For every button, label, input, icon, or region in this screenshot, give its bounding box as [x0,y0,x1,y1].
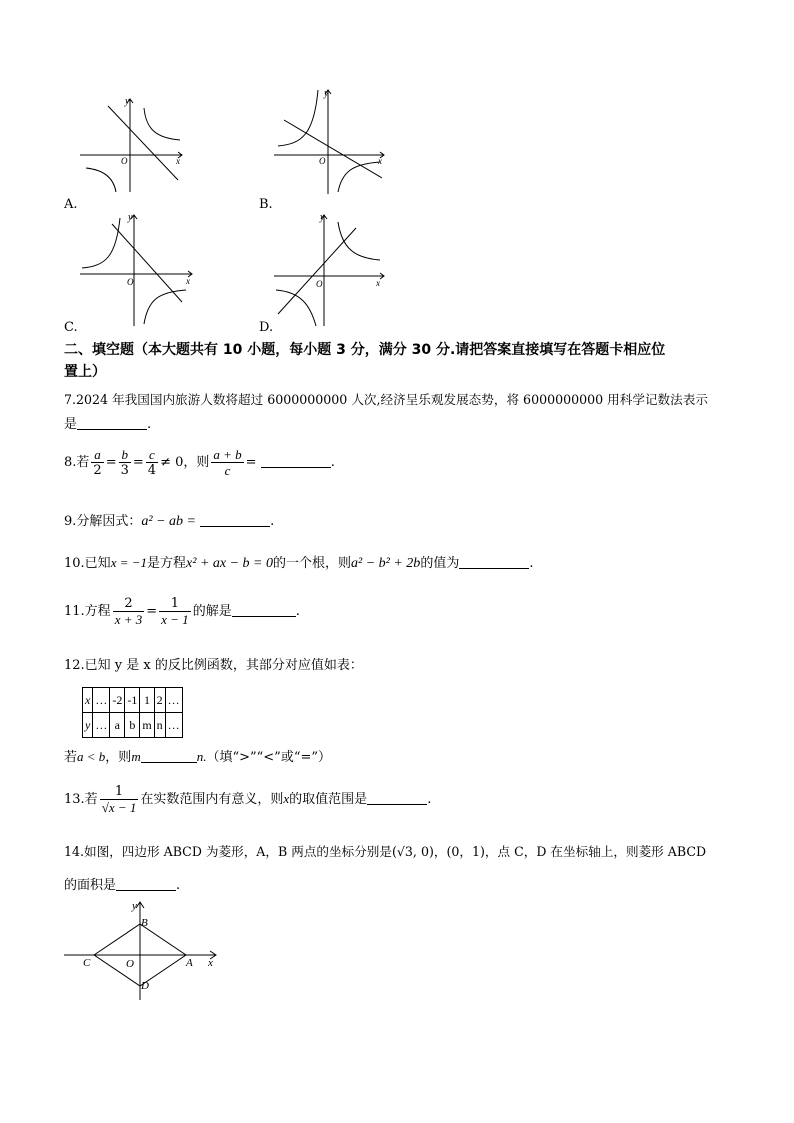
hyperbola-branch-q2 [82,218,120,268]
q7-prefix: 是 [64,417,78,432]
q12-prefix: 若 [64,750,78,765]
q12-answer-blank[interactable] [141,748,197,763]
graph-option-a [78,94,188,194]
table-cell: n [154,713,165,738]
origin-label: O [127,277,134,287]
q10-prefix: 10.已知 [64,556,111,571]
hyperbola-branch-q1 [338,222,380,260]
section-heading-line2: 置上） [64,364,106,380]
q11-frac-right: $\frac{1}{x - 1}$ [161,596,189,627]
q12-line2 [64,748,331,767]
table-cell: -2 [110,688,125,713]
q8-eq1: = [105,455,117,470]
q12-tail: （填“>”“<”或“=”） [206,750,332,765]
q8-mid: ，则 [183,455,210,470]
line-graph [108,106,178,180]
q9-expression: a² − ab = [141,514,196,529]
q12-var-n: n. [196,749,207,764]
q7-answer-blank[interactable] [77,415,147,430]
q12-value-table [82,687,183,738]
origin-label: O [121,156,128,166]
table-cell: … [93,713,110,738]
question-13 [64,784,431,815]
x-axis-label: x [378,156,382,166]
graph-option-d [272,210,388,328]
option-d-label[interactable]: D. [259,320,274,335]
q12-mid: ，则 [105,750,132,765]
q11-answer-blank[interactable] [232,602,296,617]
q11-prefix: 11.方程 [64,604,111,619]
q8-prefix: 8.若 [64,455,90,470]
q8-frac-b3: $\frac{b}{3}$ [120,447,129,478]
question-8 [64,447,335,478]
fig-x-label: x [208,957,213,969]
q10-mid2: 的一个根，则 [273,556,352,571]
q8-frac-a2: $\frac{a}{2}$ [93,447,102,478]
fig-point-a: A [186,957,193,969]
q7-line1: 7.2024 年我国国内旅游人数将超过 6000000000 人次,经济呈乐观发展态势，将 6000000000 用科学记数法表示 [64,392,708,407]
hyperbola-branch-q1 [144,108,180,140]
table-cell: x [83,688,93,713]
q10-tail: 的值为 [420,556,460,571]
q13-var-x: x [283,791,290,806]
y-axis-label: y [125,96,130,107]
line-graph [284,120,382,178]
table-cell: … [165,713,182,738]
hyperbola-branch-q4 [338,162,380,192]
option-b-label[interactable]: B. [259,197,273,212]
q13-prefix: 13.若 [64,792,98,807]
q10-answer-blank[interactable] [459,554,529,569]
q8-tail: = [245,455,257,470]
table-cell: m [140,713,154,738]
option-a-label[interactable]: A. [64,197,78,212]
table-row-x [83,688,183,713]
q11-tail: 的解是 [192,604,232,619]
q13-answer-blank[interactable] [367,790,427,805]
q11-eq: = [146,604,158,619]
graph-option-b [272,86,388,196]
y-axis-label: y [128,212,133,223]
origin-label: O [316,279,323,289]
q14-prefix: 的面积是 [64,878,117,893]
hyperbola-branch-q4 [144,290,186,324]
fig-origin: O [126,958,134,970]
q14-line2 [64,876,180,895]
q12-condition: a < b [77,749,106,764]
q12-line1: 12.已知 y 是 x 的反比例函数，其部分对应值如表： [64,658,363,673]
origin-label: O [319,156,326,166]
q9-suffix: . [270,514,275,529]
q8-answer-blank[interactable] [261,453,331,468]
table-cell: 2 [154,688,165,713]
q8-eq2: = [132,455,144,470]
q11-frac-left: $\frac{2}{x + 3}$ [114,596,143,627]
fig-point-d: D [141,980,149,992]
q8-neq: ≠ 0 [160,455,184,470]
q13-tail2: 的取值范围是 [289,792,368,807]
q10-mid: 是方程 [147,556,187,571]
x-axis-label: x [186,276,190,286]
q13-tail: 在实数范围内有意义，则 [140,792,284,807]
table-row-y [83,713,183,738]
fig-point-b: B [141,917,148,929]
q12-var-m: m [131,749,141,764]
y-axis-label: y [320,212,325,223]
rhombus-figure [62,896,222,1002]
table-cell: b [125,713,140,738]
q14-suffix: . [176,878,181,893]
q9-prefix: 9.分解因式： [64,514,142,529]
q7-suffix: . [147,417,152,432]
q14-line1: 14.如图，四边形 ABCD 为菱形，A，B 两点的坐标分别是(√3, 0)，(0，1)，点 C，D 在坐标轴上，则菱形 ABCD [64,844,707,859]
q9-answer-blank[interactable] [200,512,270,527]
line-graph [112,224,182,302]
question-10 [64,554,533,573]
table-cell: … [165,688,182,713]
section-heading-line1: 二、填空题（本大题共有 10 小题，每小题 3 分，满分 30 分.请把答案直接填写在答题卡相应位 [64,342,666,358]
question-9 [64,512,274,531]
q10-suffix: . [529,556,534,571]
q10-expression: a² − b² + 2b [351,556,421,571]
q8-frac-c4: $\frac{c}{4}$ [147,447,157,478]
table-cell: a [110,713,125,738]
table-cell: -1 [125,688,140,713]
q13-fraction: $\frac{1}{√x - 1}$ [101,784,137,815]
table-cell: y [83,713,93,738]
question-11 [64,596,300,627]
q14-answer-blank[interactable] [116,876,176,891]
hyperbola-branch-q2 [278,90,318,146]
hyperbola-branch-q3 [86,168,116,192]
fig-point-c: C [83,957,91,969]
q8-frac-result: $\frac{a + b}{c}$ [213,447,242,478]
graph-option-c [78,210,196,328]
q13-suffix: . [427,792,432,807]
option-c-label[interactable]: C. [64,320,78,335]
y-axis-label: y [324,88,329,99]
q11-suffix: . [295,604,300,619]
q10-condition: x = −1 [110,555,148,570]
table-cell: 1 [140,688,154,713]
q7-line2 [64,415,151,434]
table-cell: … [93,688,110,713]
fig-y-label: y [132,900,137,912]
q10-equation: x² + ax − b = 0 [186,556,273,571]
x-axis-label: x [376,278,380,288]
hyperbola-branch-q3 [276,290,316,326]
x-axis-label: x [176,156,180,166]
q8-suffix: . [330,455,335,470]
